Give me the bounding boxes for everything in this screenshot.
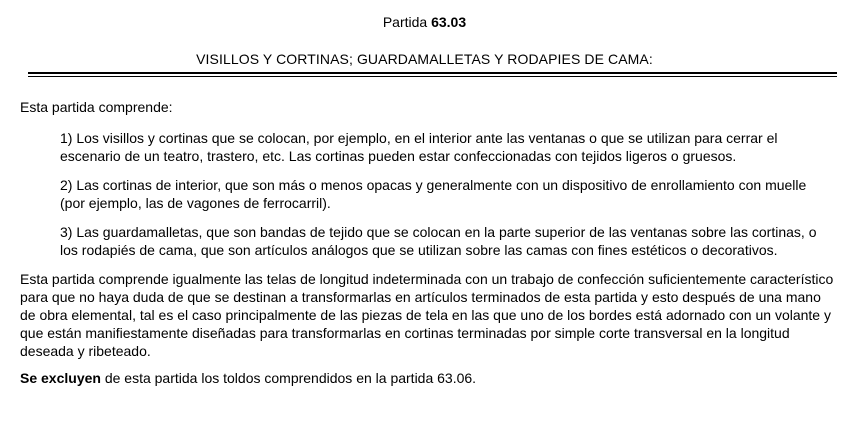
heading-prefix: Partida <box>382 14 428 30</box>
exclusion-note <box>20 369 835 387</box>
body-paragraph: Esta partida comprende igualmente las telas de longitud indeterminada con un trabajo de confección suficientemente característico para que no haya duda de que se destinan a transformarlas en artículos terminados de esta partida y esto después de una mano de obra elemental, tal es el caso principalmente de las piezas de tela en las que uno de los bordes está adornado con un volante y que están manifiestamente diseñadas para transformarlas en cortinas terminadas por simple corte transversal en la longitud deseada y ribeteado. <box>20 271 834 359</box>
intro-text: Esta partida comprende: <box>20 99 173 115</box>
heading-title: VISILLOS Y CORTINAS; GUARDAMALLETAS Y RODAPIES DE CAMA: <box>196 51 653 67</box>
heading-number <box>0 13 849 31</box>
exclusion-bold: Se excluyen <box>20 370 101 386</box>
list-item-1: 1) Los visillos y cortinas que se colocan, por ejemplo, en el interior ante las ventanas o que se utilizan para cerrar el escenario de un teatro, trastero, etc. Las cortinas pueden estar confeccionadas con tejidos ligeros o gruesos. <box>60 130 778 164</box>
list-item-3: 3) Las guardamalletas, que son bandas de tejido que se colocan en la parte superior de las ventanas sobre las cortinas, o los rodapiés de cama, que son artículos análogos que se utilizan sobre las camas con fines estéticos o decorativos. <box>60 224 817 258</box>
heading-rule-thick <box>28 72 837 74</box>
list-item-2: 2) Las cortinas de interior, que son más o menos opacas y generalmente con un dispositivo de enrollamiento con muelle (por ejemplo, las de vagones de ferrocarril). <box>60 177 807 211</box>
heading-code: 63.03 <box>431 14 467 30</box>
document-body <box>20 98 835 387</box>
exclusion-text: de esta partida los toldos comprendidos en la partida 63.06. <box>100 370 477 386</box>
heading-rule-thin <box>28 76 837 77</box>
